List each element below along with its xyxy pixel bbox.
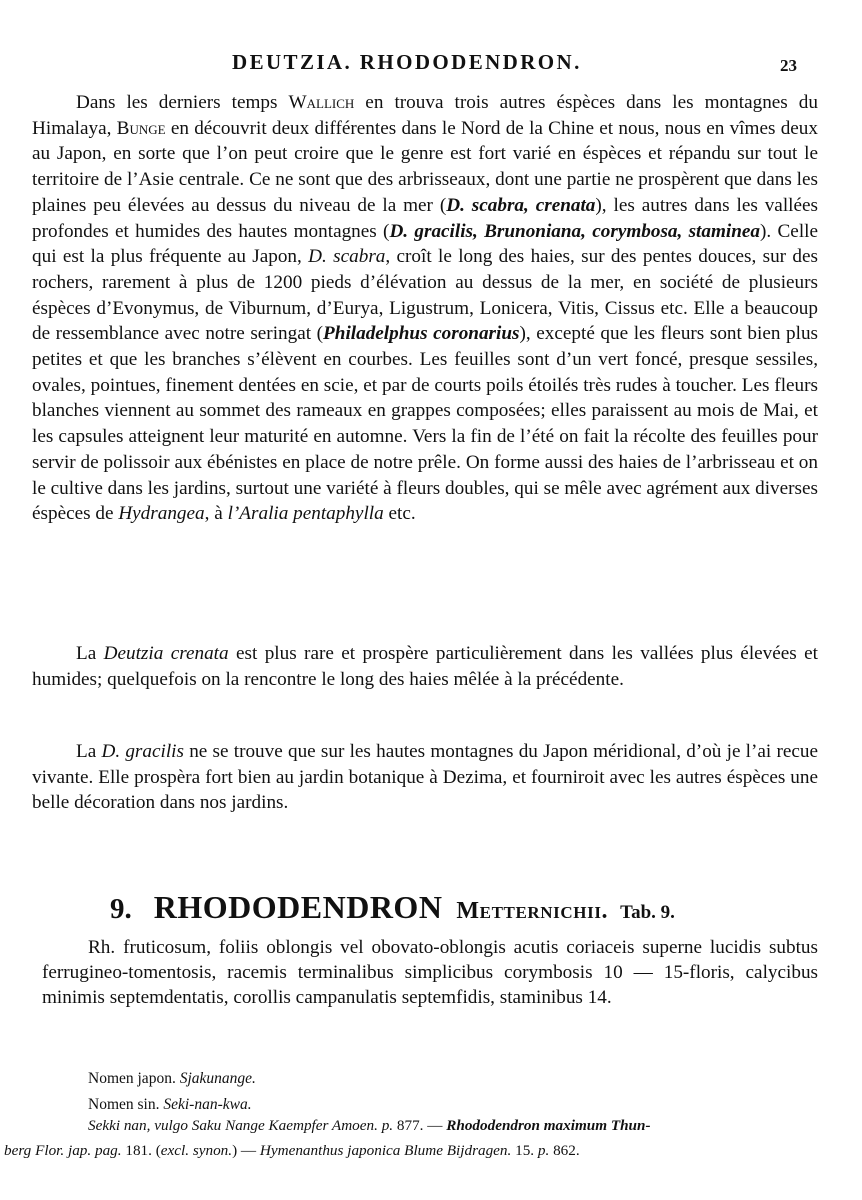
text-run: ). Celle qui est la plus fréquente au Japon, bbox=[32, 220, 818, 268]
page-number: 23 bbox=[780, 56, 797, 75]
taxon-name: Philadelphus coronarius bbox=[323, 323, 520, 345]
synonym-page: 877. — bbox=[393, 1117, 447, 1134]
text-run: , à bbox=[204, 503, 228, 525]
taxon-name: D. scabra bbox=[308, 246, 386, 268]
running-header bbox=[0, 50, 862, 80]
taxon-name: l’Aralia pentaphylla bbox=[227, 503, 384, 525]
text-run: ne se trouve que sur les hautes montagnes du Japon méridional, d’où je l’ai recue vivante. Elle prospèra fort bien au jardin botanique à Dezima, et fourniroit avec les autres éspèces une belle décoration dans nos jardins. bbox=[32, 741, 818, 814]
text-run: ), excepté que les fleurs sont bien plus petites et que les branches s’élèvent en courbes. Les feuilles sont d’un vert foncé, presque sessiles, ovales, pointues, finement dentées en scie, et par de courts poils étoilés très rudes à toucher. Les fleurs blanches viennent au sommet des rameaux en grappes composées; elles paraissent au mois de Mai, et les capsules atteignent leur maturité en automne. Vers la fin de l’été on fait la récolte des feuilles pour servir de polissoir aux ébénistes en place de notre prêle. On forme aussi des haies de l’arbrisseau et on le cultive dans les jardins, surtout une variété à fleurs doubles, qui se mêle avec agrément aux diverses éspèces de bbox=[32, 323, 819, 525]
paragraph-deutzia-gracilis bbox=[32, 739, 818, 816]
japanese-name: Sjakunange. bbox=[179, 1070, 256, 1087]
text-run: en découvrit deux différentes dans le Nord de la Chine et nous, nous en vîmes deux au Japon, en sorte que l’on peut croire que le genre est fort varié en éspèces et répandu sur tout le territoire de l’Asie centrale. Ce ne sont que des arbrisseaux, dont une partie ne prospèrent que dans les plaines peu élevées au dessus du niveau de la mer ( bbox=[32, 117, 818, 216]
text-run: est plus rare et prospère particulièrement dans les vallées plus élevées et humides; quelquefois on la rencontre le long des haies mêlée à la précédente. bbox=[32, 643, 818, 690]
synonymy-block bbox=[4, 1113, 816, 1163]
synonym-sep: ) — bbox=[232, 1142, 260, 1159]
latin-diagnosis: Rh. fruticosum, foliis oblongis vel obovato-oblongis acutis coriaceis superne lucidis subtus ferrugineo-tomentosis, racemis terminalibus simplicibus corymbosis 10 — 15-floris, calycibus minimis septemdentatis, corollis campanulatis septemfidis, staminibus 14. bbox=[42, 937, 818, 1008]
synonym-note: excl. synon. bbox=[160, 1142, 233, 1159]
taxon-name: D. scabra, crenata bbox=[446, 194, 596, 216]
note-label: Nomen japon. bbox=[88, 1070, 176, 1087]
running-title: DEUTZIA. RHODODENDRON. bbox=[232, 50, 582, 74]
text-run: , croît le long des haies, sur des pentes douces, sur des rochers, rarement à plus de 1200 pieds d’élévation au dessus de la mer, en société de plusieurs éspèces d’Evonymus, de Viburnum, d’Eurya, Ligustrum, Lonicera, Vitis, Cissus etc. Elle a beaucoup de ressemblance avec notre seringat ( bbox=[32, 246, 818, 345]
synonym-flora: berg Flor. jap. pag. bbox=[4, 1142, 122, 1159]
synonym-page: 15. bbox=[511, 1142, 538, 1159]
text-run: Dans les derniers temps bbox=[76, 92, 289, 113]
taxon-name: Deutzia crenata bbox=[103, 643, 229, 664]
synonymy-line-2 bbox=[4, 1138, 816, 1163]
synonym-kaempfer: Sekki nan, vulgo Saku Nange Kaempfer Amoen. p. bbox=[88, 1117, 394, 1134]
synonym-p: p. bbox=[537, 1142, 550, 1159]
text-run: ), les autres dans les vallées profondes et humides des hautes montagnes ( bbox=[32, 194, 818, 242]
species-number: 9. bbox=[110, 893, 132, 925]
species-heading bbox=[110, 889, 830, 926]
author-wallich: Wallich bbox=[288, 92, 355, 113]
synonym-page: 181. ( bbox=[121, 1142, 161, 1159]
chinese-name: Seki-nan-kwa. bbox=[163, 1096, 252, 1113]
synonym-page: 862. bbox=[549, 1142, 580, 1159]
text-run: La bbox=[76, 741, 102, 762]
author-bunge: Bunge bbox=[116, 117, 166, 139]
paragraph-deutzia-crenata bbox=[32, 641, 818, 692]
synonym-blume: Hymenanthus japonica Blume Bijdragen. bbox=[259, 1142, 512, 1159]
taxon-name: D. gracilis bbox=[101, 741, 184, 762]
synonym-thunberg: Rhododendron maximum Thun- bbox=[446, 1117, 651, 1134]
taxon-name: Hydrangea bbox=[118, 503, 205, 525]
text-run: en trouva trois autres éspèces dans les montagnes du Himalaya, bbox=[32, 92, 818, 139]
text-run: La bbox=[76, 643, 104, 664]
japanese-name-line bbox=[88, 1070, 256, 1088]
taxon-name: D. gracilis, Brunoniana, corymbosa, staminea bbox=[389, 220, 761, 242]
species-genus: RHODODENDRON bbox=[153, 889, 443, 925]
chinese-name-line bbox=[88, 1096, 252, 1114]
note-label: Nomen sin. bbox=[88, 1096, 160, 1113]
species-epithet: Metternichii. bbox=[456, 898, 609, 924]
plate-reference: Tab. 9. bbox=[620, 902, 675, 923]
paragraph-deutzia-distribution bbox=[32, 90, 818, 527]
text-run: etc. bbox=[383, 503, 416, 525]
